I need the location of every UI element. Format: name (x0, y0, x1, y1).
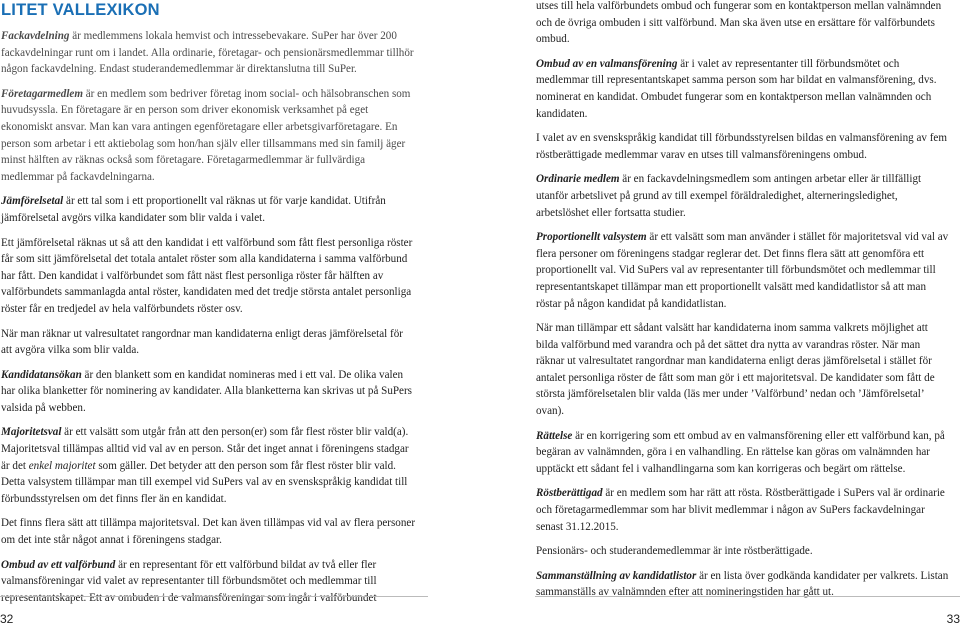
entry-term: Ombud av en valmansförening (536, 57, 678, 70)
entry-text: är en fackavdelningsmedlem som antingen arbetar eller är tillfälligt utanför arbetslivet på grund av till exempel föräldraledighet, alterneringsledighet, arbetslöshet eller fortsatta studier. (536, 173, 922, 219)
entry-ordinarie-medlem (536, 171, 951, 221)
entry-term: Rättelse (536, 429, 573, 442)
entry-term: Jämförelsetal (1, 195, 64, 208)
footer-divider-left (0, 596, 428, 597)
entry-term: Fackavdelning (1, 30, 70, 42)
entry-term: Ombud av ett valförbund (1, 558, 116, 571)
paragraph-valforbund-info: När man tillämpar ett sådant valsätt har kandidaterna inom samma valkrets möjlighet att bilda valförbund med varandra och på det sättet dra nytta av varandras röster. När man räknar ut valresultatet rangordnar man kandidaterna enligt deras jämförelsetal i stället för antalet personliga röster de fått som man gör i ett majoritetsval. De kandidater som fått de största jämförelsetalen blir valda (läs mer under ’Valförbund’ nedan och ’Jämförelsetal’ ovan). (536, 322, 935, 418)
paragraph-majoritetsval-extra: Det finns flera sätt att tillämpa majoritetsval. Det kan även tillämpas vid val av flera personer om det inte står något annat i föreningens stadgar. (1, 517, 416, 547)
entry-text: är en medlem som har rätt att rösta. Röstberättigade i SuPers val är ordinarie och företagarmedlemmar som har blivit medlemmar i någon av SuPers fackavdelningar senast 31.12.2015. (536, 487, 945, 533)
entry-text: är en korrigering som ett ombud av en valmansförening eller ett valförbund kan, på begäran av valnämnden, göra i en valhandling. En rättelse kan göras om valnämnden har upptäckt ett sådant fel i valhandlingarna som kan korrigeras och begärt om rättelse. (536, 429, 945, 475)
entry-fackavdelning (1, 28, 416, 78)
entry-text: är i valet av representanter till förbundsmötet och medlemmar till representantskapet samma person som har bildat en valmansförening, dvs. nominerat en kandidat. Ombudet fungerar som en kontaktperson mellan valnämnden och kandidaten. (536, 57, 937, 120)
emphasis-enkel-majoritet: enkel majoritet (28, 459, 96, 472)
footer-divider-right (535, 596, 960, 597)
entry-text: är ett valsätt som man använder i stället för majoritetsval vid val av flera personer om föreningens stadgar reglerar det. Det finns flera sätt att genomföra ett proportionellt val. Vid SuPers val av representanter till förbundsmötet och medlemmar till representantskapet tillämpar man ett proportionellt valsätt med kandidatlistor så att man röstar på någon kandidat på kandidatlistan. (536, 231, 949, 310)
entry-term: Ordinarie medlem (536, 173, 620, 186)
page-number-right: 33 (946, 612, 960, 626)
entry-text: är ett valsätt som utgår från att den person(er) som får flest röster blir vald(a). Majoritetsval tillämpas alltid vid val av en person. Står det inget annat i föreningens stadgar är det (1, 426, 409, 472)
entry-text: är medlemmens lokala hemvist och intressebevakare. SuPer har över 200 fackavdelningar runt om i landet. Alla ordinarie, företagar- och pensionärsmedlemmar tillhör någon fackavdelning. Endast studerandemedlemmar är direktanslutna till SuPer. (1, 30, 414, 76)
paragraph-ombud-continued: utses till hela valförbundets ombud och fungerar som en kontaktperson mellan valnämnden och de övriga ombuden i sitt valförbund. Man ska även utse en ersättare för valförbundets ombud. (536, 0, 942, 46)
entry-term: Företagarmedlem (1, 87, 83, 100)
entry-majoritetsval (1, 424, 416, 507)
entry-text: som gäller. Det betyder att den person som får flest röster blir vald. Detta valsystem tillämpar man till exempel vid SuPers val av en svenskspråkig kandidat till förbundsstyrelsen om det finns fler än en kandidat. (1, 459, 408, 505)
entry-term: Röstberättigad (536, 487, 603, 500)
entry-term: Kandidatansökan (1, 368, 82, 381)
entry-proportionellt-valsystem (536, 229, 951, 312)
entry-ombud-valmansforening (536, 56, 951, 122)
entry-text: är en medlem som bedriver företag inom social- och hälsobranschen som huvudsyssla. En företagare är en person som driver ekonomisk verksamhet på eget ekonomiskt ansvar. Man kan vara antingen egenföretagare eller arbetsgivarföretagare. En person som arbetar i ett aktiebolag som hon/han själv eller tillsammans med sin familj äger minst hälften av räknas också som företagare. Företagarmedlemmar är fullvärdiga medlemmar på fackavdelningarna. (1, 87, 411, 183)
paragraph-svensksprakig-kandidat: I valet av en svenskspråkig kandidat till förbundsstyrelsen bildas en valmansförening av fem röstberättigade medlemmar varav en utses till valmansföreningens ombud. (536, 132, 947, 161)
page-number-left: 32 (0, 612, 14, 626)
paragraph-valresultat: När man räknar ut valresultatet rangordnar man kandidaterna enligt deras jämförelsetal för att avgöra vilka som blir valda. (1, 327, 403, 357)
entry-text: är ett tal som i ett proportionellt val räknas ut för varje kandidat. Utifrån jämförelsetal avgörs vilka kandidater som blir valda i valet. (1, 195, 386, 224)
right-column (536, 0, 951, 601)
entry-text: är en lista över godkända kandidater per valkrets. Listan sammanställs av valnämnden efter att nomineringstiden har gått ut. (536, 569, 949, 599)
entry-kandidatansokan (1, 367, 416, 417)
paragraph-jamforelsetal-calc: Ett jämförelsetal räknas ut så att den kandidat i ett valförbund som fått flest personliga röster får som sitt jämförelsetal det totala antalet röster som alla kandidaterna i samma valförbund har fått. Den kandidat i valförbundet som fått näst flest personliga röster får hälften av valförbundets sammanlagda antal röster, kandidaten med det tredje största antalet personliga röster får en tredjedel av hela valförbundets röster osv. (1, 236, 413, 315)
entry-jamforelsetal (1, 193, 416, 226)
entry-rattelse (536, 428, 951, 478)
entry-term: Proportionellt valsystem (536, 231, 647, 244)
entry-term: Majoritetsval (1, 426, 62, 439)
entry-ombud-valforbund (1, 557, 416, 607)
entry-term: Sammanställning av kandidatlistor (536, 569, 697, 582)
entry-rostberattigad (536, 485, 951, 535)
left-column (0, 0, 416, 606)
page-heading: LITET VALLEXIKON (1, 1, 160, 19)
paragraph-pensionarer: Pensionärs- och studerandemedlemmar är inte röstberättigade. (536, 545, 813, 558)
entry-text: är den blankett som en kandidat nomineras med i ett val. De olika valen har olika blanketter för nominering av kandidater. Alla blanketterna kan skrivas ut på SuPers valsida på webben. (1, 368, 412, 414)
entry-text: är en representant för ett valförbund bildat av två eller fler valmansföreningar vid valet av representanter till förbundsmötet och medlemmar till representantskapet. Ett av ombuden i de valmansföreningar som ingår i valförbundet (1, 558, 377, 604)
entry-foretagarmedlem (1, 86, 416, 186)
